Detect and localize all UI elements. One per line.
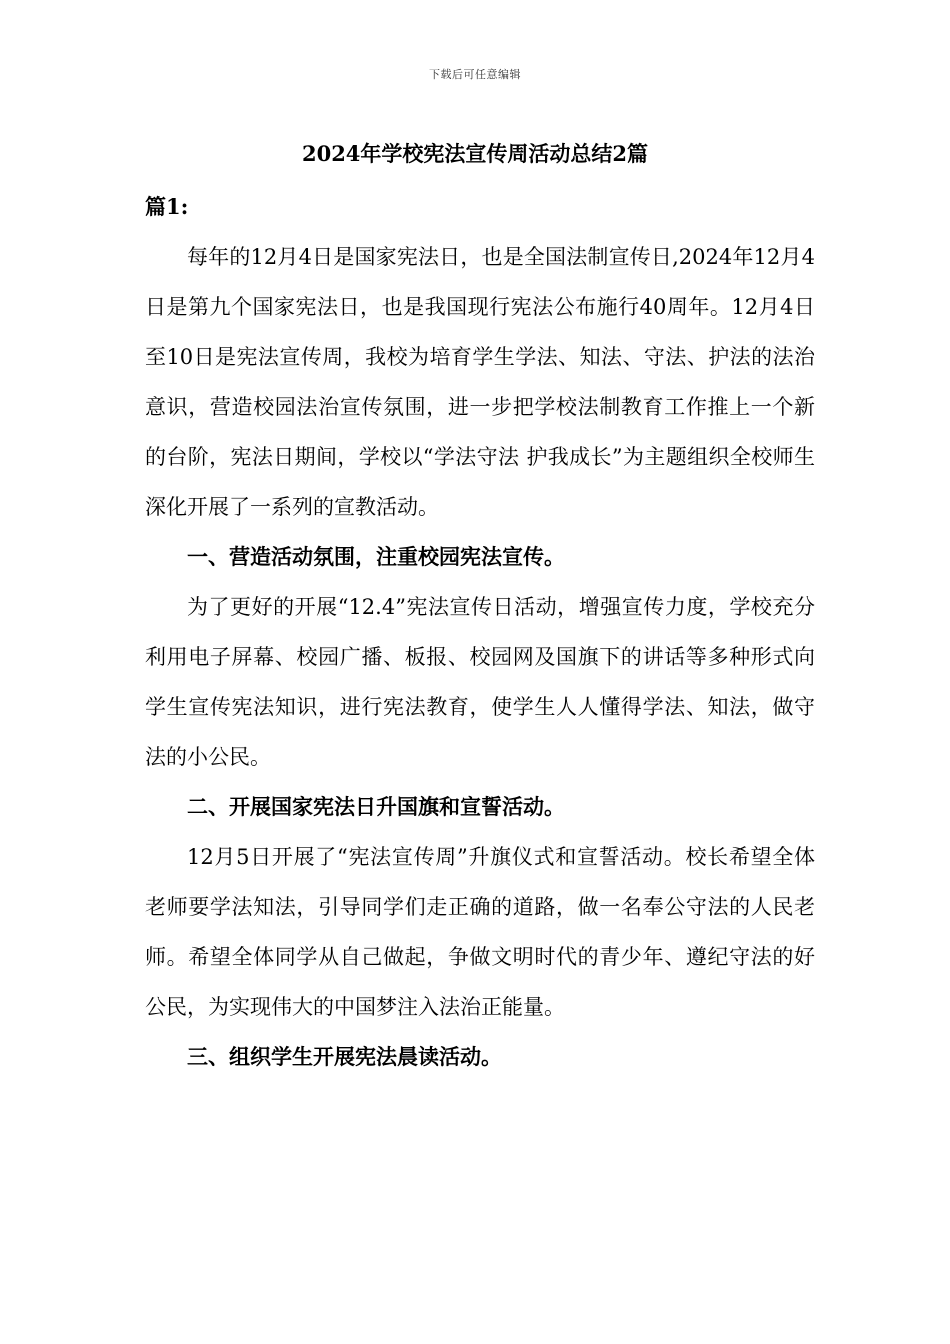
section-heading-2: 二、开展国家宪法日升国旗和宣誓活动。	[187, 794, 565, 819]
document-body	[145, 182, 815, 1082]
intro-paragraph: 每年的12月4日是国家宪法日，也是全国法制宣传日,2024年12月4日是第九个国家宪法日，也是我国现行宪法公布施行40周年。12月4日至10日是宪法宣传周，我校为培育学生学法、知法、守法、护法的法治意识，营造校园法治宣传氛围，进一步把学校法制教育工作推上一个新的台阶，宪法日期间，学校以“学法守法 护我成长”为主题组织全校师生深化开展了一系列的宣教活动。	[145, 245, 815, 519]
header-note: 下载后可任意编辑	[429, 68, 521, 81]
document-title: 2024年学校宪法宣传周活动总结2篇	[301, 141, 649, 166]
section-heading-3: 三、组织学生开展宪法晨读活动。	[187, 1044, 502, 1069]
section-paragraph-1: 为了更好的开展“12.4”宪法宣传日活动，增强宣传力度，学校充分利用电子屏幕、校园广播、板报、校园网及国旗下的讲话等多种形式向学生宣传宪法知识，进行宪法教育，使学生人人懂得学法、知法，做守法的小公民。	[145, 595, 815, 769]
section-paragraph-2: 12月5日开展了“宪法宣传周”升旗仪式和宣誓活动。校长希望全体老师要学法知法，引导同学们走正确的道路，做一名奉公守法的人民老师。希望全体同学从自己做起，争做文明时代的青少年、遵纪守法的好公民，为实现伟大的中国梦注入法治正能量。	[145, 845, 815, 1019]
section-heading-1: 一、营造活动氛围，注重校园宪法宣传。	[187, 544, 565, 569]
section-label: 篇1:	[145, 194, 189, 219]
